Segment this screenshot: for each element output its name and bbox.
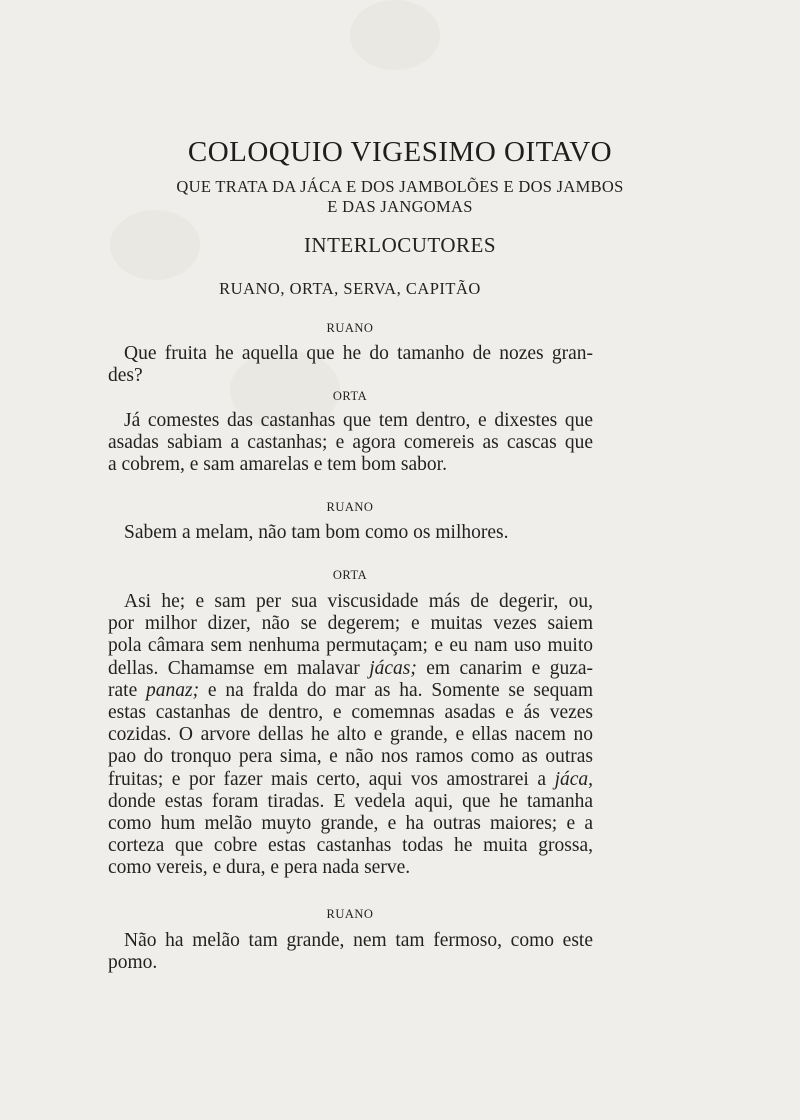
- speaker-label: RUANO: [326, 321, 374, 335]
- text-segment: rate: [108, 679, 138, 701]
- italic-term: jáca,: [554, 768, 594, 790]
- text-line: [108, 769, 593, 791]
- chapter-title: COLOQUIO VIGESIMO OITAVO: [187, 136, 613, 168]
- text-line: a cobrem, e sam amarelas e tem bom sabor.: [108, 454, 447, 476]
- text-line: donde estas foram tiradas. E vedela aqui, que he tamanha: [108, 790, 593, 812]
- text-line: como hum melão muyto grande, e ha outras maiores; e a: [108, 812, 593, 834]
- text-line: asadas sabiam a castanhas; e agora comereis as cascas que: [108, 432, 593, 454]
- interlocutors-heading: INTERLOCUTORES: [303, 233, 497, 257]
- italic-term: panaz;: [146, 679, 200, 701]
- chapter-subtitle: [0, 177, 755, 217]
- dialogue-paragraph: [108, 522, 593, 544]
- dialogue-paragraph: [108, 343, 593, 387]
- text-line: pao do tronquo pera sima, e não nos ramos como as outras: [108, 746, 593, 768]
- speaker-label: ORTA: [332, 389, 368, 403]
- text-line: pola câmara sem nenhuma permutaçam; e eu nam uso muito: [108, 635, 593, 657]
- subtitle-line: E DAS JANGOMAS: [327, 197, 473, 216]
- dialogue-paragraph: [108, 591, 593, 879]
- text-line: corteza que cobre estas castanhas todas he muita grossa,: [108, 835, 593, 857]
- text-line: por milhor dizer, não se degerem; e muitas vezes saiem: [108, 613, 593, 635]
- dialogue-paragraph: [108, 930, 593, 974]
- text-line: des?: [108, 365, 143, 387]
- speaker-label: RUANO: [326, 500, 374, 514]
- text-line: estas castanhas de dentro, e comemnas asadas e ás vezes: [108, 701, 593, 723]
- text-segment: e na fralda do mar as ha. Somente se sequam: [207, 679, 593, 701]
- speaker-label: ORTA: [332, 568, 368, 582]
- page-stain: [350, 0, 440, 70]
- text-line: Já comestes das castanhas que tem dentro, e dixestes que: [124, 410, 593, 431]
- subtitle-line: QUE TRATA DA JÁCA E DOS JAMBOLÕES E DOS JAMBOS: [176, 177, 624, 196]
- text-line: [108, 680, 593, 702]
- text-line: como vereis, e dura, e pera nada serve.: [108, 857, 411, 879]
- text-line: pomo.: [108, 952, 158, 974]
- text-line: Sabem a melam, não tam bom como os milhores.: [124, 522, 509, 543]
- text-segment: fruitas; e por fazer mais certo, aqui vos amostrarei a: [108, 768, 547, 790]
- italic-term: jácas;: [369, 657, 417, 679]
- text-line: Asi he; e sam per sua viscusidade más de degerir, ou,: [124, 591, 593, 612]
- speaker-label: RUANO: [326, 907, 374, 921]
- interlocutors-list: RUANO, ORTA, SERVA, CAPITÃO: [219, 279, 481, 298]
- text-line: Que fruita he aquella que he do tamanho de nozes gran-: [124, 343, 593, 364]
- text-segment: dellas. Chamamse em malavar: [108, 657, 360, 679]
- dialogue-paragraph: [108, 410, 593, 477]
- text-line: cozidas. O arvore dellas he alto e grande, e ellas nacem no: [108, 724, 593, 746]
- text-line: Não ha melão tam grande, nem tam fermoso, como este: [124, 930, 593, 951]
- text-segment: em canarim e guza-: [426, 657, 594, 679]
- text-line: [108, 658, 593, 680]
